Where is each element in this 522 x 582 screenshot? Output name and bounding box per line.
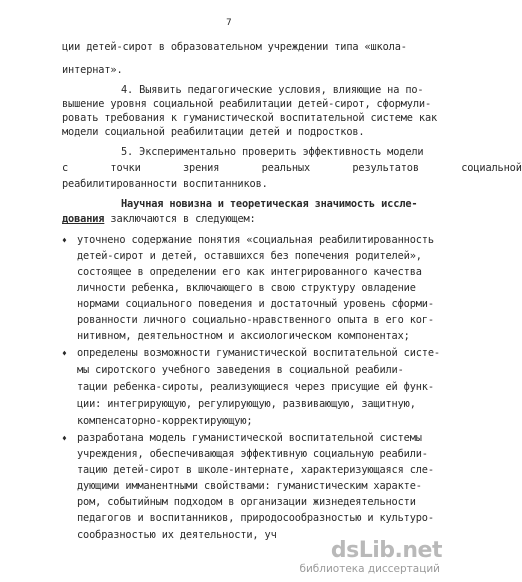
text-line: нормами социального поведения и достаточный уровень сформи- <box>77 298 434 310</box>
text-line: рованности личного социально-нравственного опыта в его ког- <box>77 314 434 326</box>
text-line: определены возможности гуманистической воспитательной систе- <box>77 347 440 359</box>
watermark-logo: dsLib.net <box>330 538 442 563</box>
text-line: мы сиротского учебного заведения в социальной реабили- <box>77 364 404 376</box>
page-number: 7 <box>226 18 232 28</box>
text-line: тацию детей-сирот в школе-интернате, характеризующаяся сле- <box>77 464 434 476</box>
section-heading: Научная новизна и теоретическая значимость исслe- <box>121 198 418 210</box>
text-line: учреждения, обеспечивающая эффективную социальную реабили- <box>77 448 428 460</box>
bullet-icon: ♦ <box>62 434 67 443</box>
text-line: дующими имманентными свойствами: гуманистическим характе- <box>77 480 422 492</box>
text-line: педагогов и воспитанников, природосообразностью и культуро- <box>77 512 434 524</box>
text-line: детей-сирот и детей, оставшихся без попечения родителей», <box>77 250 422 262</box>
text-line: 4. Выявить педагогические условия, влияющие на по- <box>121 84 424 96</box>
heading-rest: заключаются в следующем: <box>104 213 256 225</box>
text-line: 5. Экспериментально проверить эффективность модели <box>121 146 424 158</box>
heading-continuation: дования <box>62 213 105 225</box>
text-line: сообразностью их деятельности, уч <box>77 529 277 541</box>
text-line: уточнено содержание понятия «социальная реабилитированность <box>77 234 434 246</box>
text-line: разработана модель гуманистической воспитательной системы <box>77 432 422 444</box>
text-line: ром, событийным подходом в организации жизнедеятельности <box>77 496 416 508</box>
text-line: с точки зрения реальных результатов социальной <box>62 162 522 174</box>
text-line: тации ребенка-сироты, реализующиеся через присущие ей функ- <box>77 381 434 393</box>
text-line <box>62 213 256 225</box>
text-line: ровать требования к гуманистической воспитательной системе как <box>62 112 438 124</box>
text-line: нитивном, деятельностном и аксиологическом компонентах; <box>77 330 410 342</box>
bullet-icon: ♦ <box>62 349 67 358</box>
text-line: модели социальной реабилитации детей и подростков. <box>62 126 365 138</box>
watermark <box>299 538 442 576</box>
text-line: личности ребенка, включающего в свою структуру овладение <box>77 282 416 294</box>
watermark-subtitle: библиотека диссертаций <box>299 563 440 575</box>
bullet-icon: ♦ <box>62 236 67 245</box>
text-line: интернат». <box>62 64 123 76</box>
text-line: ции детей-сирот в образовательном учреждении типа «школа- <box>62 41 407 53</box>
text-line: компенсаторно-корректирующую; <box>77 415 253 427</box>
text-line: реабилитированности воспитанников. <box>62 178 268 190</box>
text-line: состоящее в определении его как интегрированного качества <box>77 266 422 278</box>
text-line: ции: интегрирующую, регулирующую, развивающую, защитную, <box>77 398 416 410</box>
text-line: вышение уровня социальной реабилитации детей-сирот, сформули- <box>62 98 432 110</box>
